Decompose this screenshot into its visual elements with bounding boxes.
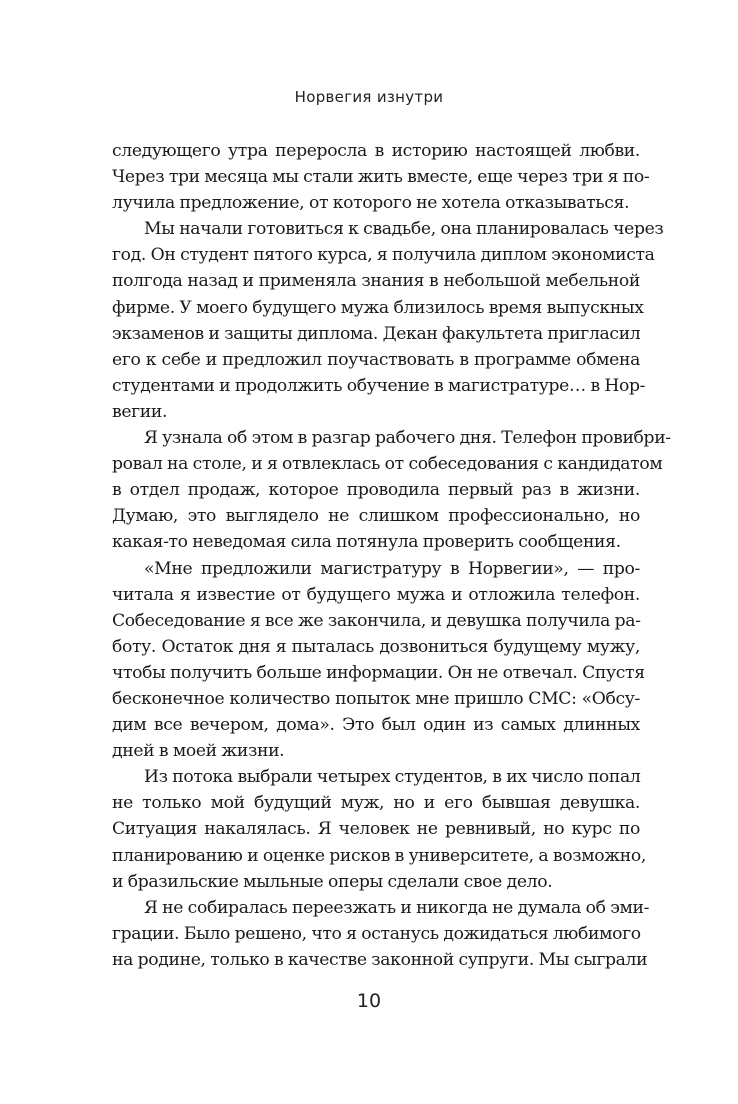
text-line: какая-то неведомая сила потянула проверить сообщения. (112, 532, 621, 553)
text-line: следующего утра переросла в историю настоящей любви. (112, 141, 640, 161)
paragraph (112, 556, 645, 765)
paragraph (112, 138, 650, 216)
text-line: и бразильские мыльные оперы сделали свое дело. (112, 871, 553, 892)
paragraph (112, 764, 646, 894)
text-line: боту. Остаток дня я пыталась дозвониться будущему мужу, (112, 636, 640, 657)
text-line: Мы начали готовиться к свадьбе, она планировалась через (144, 219, 664, 240)
text-line: читала я известие от будущего мужа и отложила телефон. (112, 584, 640, 605)
text-line: Собеседование я все же закончила, и девушка получила ра- (112, 610, 641, 631)
text-line: ровал на столе, и я отвлеклась от собеседования с кандидатом (112, 454, 663, 475)
text-line: Я не собиралась переезжать и никогда не думала об эми- (144, 897, 650, 918)
text-line: Ситуация накалялась. Я человек не ревнивый, но курс по (112, 819, 640, 840)
text-line: грации. Было решено, что я останусь дожидаться любимого (112, 923, 641, 944)
paragraph (112, 895, 650, 973)
paragraph (112, 216, 664, 425)
text-line: на родине, только в качестве законной супруги. Мы сыграли (112, 949, 648, 970)
text-line: полгода назад и применяла знания в небольшой мебельной (112, 271, 640, 292)
text-line: лучила предложение, от которого не хотела отказываться. (112, 193, 630, 214)
text-line: Думаю, это выглядело не слишком профессионально, но (112, 506, 640, 527)
running-header: Норвегия изнутри (294, 88, 444, 106)
text-line: бесконечное количество попыток мне пришло СМС: «Обсу- (112, 688, 640, 709)
text-line: Из потока выбрали четырех студентов, в их число попал (144, 767, 641, 788)
text-line: вегии. (112, 401, 168, 422)
text-line: Через три месяца мы стали жить вместе, еще через три я по- (112, 167, 650, 188)
text-line: «Мне предложили магистратуру в Норвегии», — про- (144, 558, 640, 579)
text-line: планированию и оценке рисков в университете, а возможно, (112, 845, 646, 866)
body-text (112, 138, 671, 973)
text-line: не только мой будущий муж, но и его бывшая девушка. (112, 793, 640, 814)
text-line: его к себе и предложил поучаствовать в программе обмена (112, 349, 640, 370)
text-line: фирме. У моего будущего мужа близилось время выпускных (112, 297, 644, 318)
text-line: чтобы получить больше информации. Он не отвечал. Спустя (112, 662, 645, 683)
text-line: год. Он студент пятого курса, я получила диплом экономиста (112, 245, 655, 266)
page-number: 10 (356, 990, 382, 1012)
text-line: дим все вечером, дома». Это был один из самых длинных (112, 715, 640, 736)
text-line: студентами и продолжить обучение в магистратуре… в Нор- (112, 375, 646, 396)
text-line: в отдел продаж, которое проводила первый раз в жизни. (112, 480, 640, 501)
text-line: Я узнала об этом в разгар рабочего дня. Телефон провибри- (144, 428, 671, 449)
text-line: экзаменов и защиты диплома. Декан факультета пригласил (112, 323, 641, 344)
text-line: дней в моей жизни. (112, 741, 285, 762)
paragraph (112, 425, 671, 555)
